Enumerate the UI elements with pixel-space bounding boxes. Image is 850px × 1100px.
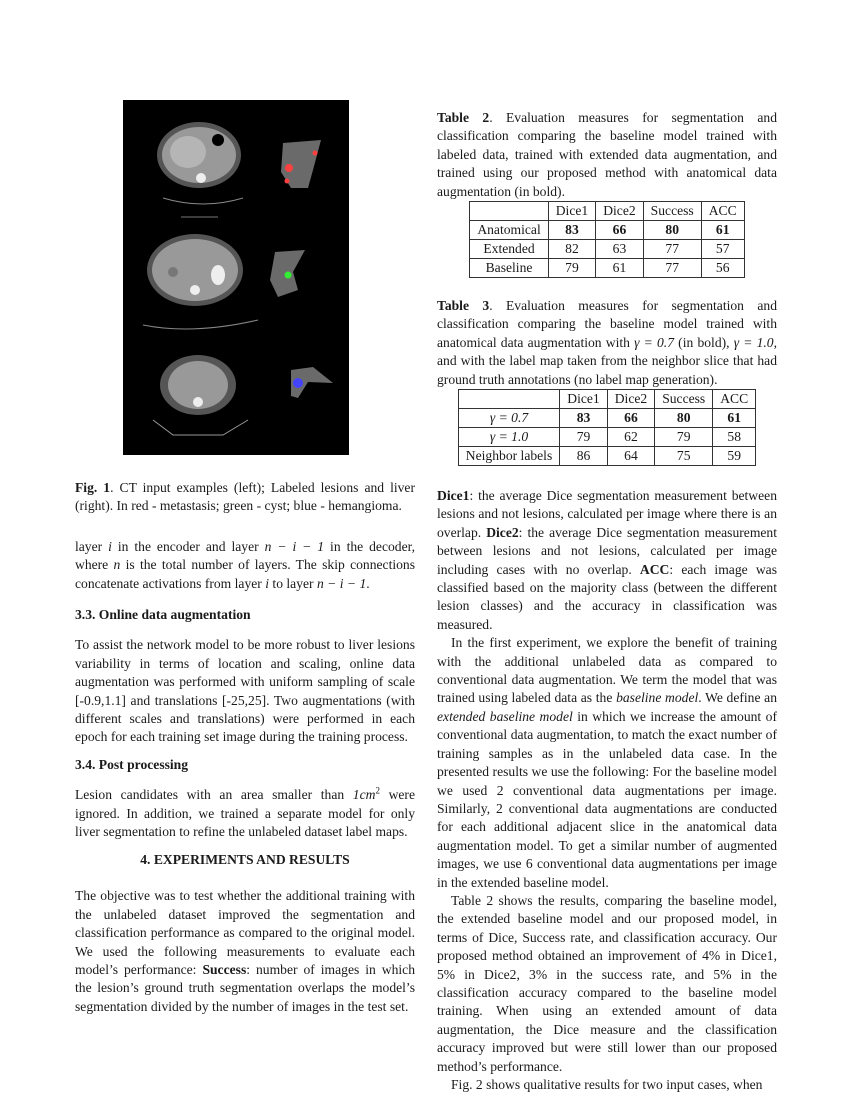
text-run: Extended [470, 240, 548, 259]
graphic-element [313, 151, 318, 156]
text-run: 56 [701, 259, 744, 278]
text-run: The objective was to test whether the additional training with the unlabeled dataset improved the segmentation and classification performance as compared to the original model. We used the following measurements to evaluate each model’s performance: [75, 888, 415, 978]
text-run: γ = 0.7 [489, 410, 529, 425]
text-run: . Evaluation measures for segmentation and classification comparing the baseline model trained with anatomical data augmentation with [437, 298, 777, 350]
table-row [458, 428, 755, 447]
text-run: ACC [701, 202, 744, 221]
text-run: Dice2 [607, 390, 654, 409]
text-run: i [265, 575, 270, 591]
section-3-3 [75, 606, 415, 747]
paragraph [75, 887, 415, 1016]
text-run: γ = 0.7 [634, 334, 674, 350]
text-run: : each image was classified based on the majority class (between the different lesion classes) and the accuracy in classification was measured. [437, 561, 777, 632]
paragraph-metrics [437, 487, 777, 634]
text-run: to layer [269, 575, 317, 591]
text-run: Success [202, 962, 247, 978]
caption-text: . CT input examples (left); Labeled lesions and liver (right). In red - metastasis; green - cyst; blue - hemangioma. [75, 480, 415, 514]
text-run: 79 [655, 428, 713, 447]
text-run: in which we increase the amount of conventional data augmentation, to match the exact number of training samples as in the unlabeled data case. In the presented results we use the following: For the baseline model we used 2 conventional data augmentations per image. Similarly, 2 conventional data augmentations are conducted for each additional adjacent slice in the anatomical data augmentation model. To get a similar number of augmented images, we use 6 conventional data augmentations per image in the extended baseline model. [437, 708, 777, 890]
text-run: baseline model [616, 690, 699, 706]
graphic-element [143, 320, 258, 329]
text-run: ACC [713, 390, 756, 409]
text-run: 1cm [352, 787, 376, 803]
text-run: 77 [643, 259, 701, 278]
table-3 [437, 389, 777, 466]
section-3-4 [75, 756, 415, 842]
ct-scans-illustration [123, 100, 349, 455]
table-cell [458, 428, 559, 447]
text-run: 86 [560, 447, 607, 466]
text-run: 61 [701, 221, 744, 240]
text-run: Anatomical [470, 221, 548, 240]
text-run [470, 202, 548, 221]
text-run: 61 [713, 409, 756, 428]
cyst-lesion [285, 272, 292, 279]
text-run: extended baseline model [437, 708, 573, 724]
text-run: Dice1 [548, 202, 595, 221]
text-run: 57 [701, 240, 744, 259]
text-run: 77 [643, 240, 701, 259]
table-row [458, 390, 755, 409]
figure-1-caption [75, 479, 415, 516]
table-row [470, 221, 744, 240]
text-run: i [108, 539, 112, 554]
text-run: Baseline [470, 259, 548, 278]
section-4 [75, 851, 415, 1016]
text-run: 5% [713, 966, 732, 982]
text-run: Lesion candidates with an area smaller than [75, 787, 353, 803]
table-cell [458, 409, 559, 428]
text-run: in Dice1, [720, 948, 777, 964]
text-run: in Dice2, [455, 966, 530, 982]
text-run: Dice1 [437, 488, 470, 503]
table-row [458, 447, 755, 466]
graphic-element [163, 198, 243, 204]
text-run: layer [75, 539, 109, 554]
text-run: Success [643, 202, 701, 221]
text-run: 4% [702, 948, 721, 964]
paragraph-results [437, 892, 777, 1076]
text-run: 59 [713, 447, 756, 466]
hemangioma-lesion [293, 378, 303, 388]
figure-1-image [123, 100, 349, 455]
text-run: 83 [560, 409, 607, 428]
text-run: . We define an [698, 690, 778, 706]
table-row [470, 202, 744, 221]
figure-label: Fig. 1 [75, 480, 111, 495]
text-run: (in bold), [674, 334, 734, 350]
text-run: 61 [596, 259, 643, 278]
text-run: 58 [713, 428, 756, 447]
text-run: Table 2 shows the results, comparing the baseline model, the extended baseline model and our proposed model, in terms of Dice, Success rate, and classification accuracy. Our proposed method obtained an improvement of [437, 892, 777, 964]
text-run: . [366, 575, 370, 591]
text-run: 82 [548, 240, 595, 259]
table-row [458, 409, 755, 428]
text-run: Dice2 [486, 524, 519, 540]
section-heading: 3.3. Online data augmentation [75, 607, 251, 622]
text-run: γ = 1.0 [733, 334, 774, 350]
paragraph [75, 786, 415, 841]
table-2-caption [437, 109, 777, 201]
text-run: 79 [560, 428, 607, 447]
text-run: 83 [548, 221, 595, 240]
text-run: 3% [529, 966, 548, 982]
table-2 [437, 201, 777, 278]
table-3-caption [437, 297, 777, 389]
text-run: Neighbor labels [458, 447, 559, 466]
text-run: : the average Dice segmentation measurement between lesions and not lesions, calculated per image where there is an overlap. [437, 488, 777, 540]
text-run: n − i − 1 [316, 575, 367, 591]
section-heading: 3.4. Post processing [75, 757, 189, 772]
text-run: , and with the label map taken from the neighbor slice that had ground truth annotations (no label map generation). [437, 334, 777, 387]
text-run: were ignored. In addition, we trained a separate model for only liver segmentation to refine the unlabeled dataset label maps. [75, 787, 415, 840]
table-row [470, 240, 744, 259]
text-run: . Evaluation measures for segmentation and classification comparing the baseline model trained with labeled data, trained with extended data augmentation, and trained using our proposed method with anatomical data augmentation (in bold). [437, 110, 777, 199]
section-heading: 4. EXPERIMENTS AND RESULTS [140, 852, 350, 867]
graphic-element [196, 173, 206, 183]
text-run: n [113, 557, 121, 573]
text-run: in the encoder and layer [111, 539, 265, 554]
graphic-element [458, 389, 756, 466]
text-run: 2 [375, 785, 380, 796]
paragraph-experiment-1 [437, 634, 777, 892]
graphic-element [193, 397, 203, 407]
text-run: is the total number of layers. The skip connections concatenate activations from layer [75, 557, 416, 591]
text-run: In the first experiment, we explore the benefit of training with the additional unlabeled data as compared to conventional data augmentation. We term the model that was trained using labeled data as the [437, 635, 777, 706]
text-run: : number of images in which the lesion’s ground truth segmentation overlaps the model’s segmentation divided by the number of images in the test set. [75, 962, 415, 1014]
table-row [470, 259, 744, 278]
graphic-element [285, 179, 290, 184]
text-run: 80 [643, 221, 701, 240]
text-run: 79 [548, 259, 595, 278]
text-run: : the average Dice segmentation measurement between lesions and not lesions, calculated per image including cases with no overlap. [437, 524, 777, 577]
text-run: in the decoder, where [75, 539, 416, 573]
text-run: 75 [655, 447, 713, 466]
text-run: in the success rate, and [547, 966, 714, 982]
graphic-element [190, 285, 200, 295]
text-run: in the classification accuracy compared to the baseline model training. When using an extended amount of data augmentation, the Dice measure and the classification accuracy improved but were still lower than our proposed method’s performance. [437, 966, 777, 1074]
graphic-element [168, 267, 178, 277]
graphic-element [170, 136, 206, 168]
paragraph: To assist the network model to be more robust to liver lesions variability in terms of location and scaling, online data augmentation was performed with uniform sampling of scale [-0.9,1.1] and translations [-25,25]. Two augmentations (with different scales and translations) were performed in each epoch for each training set image during the training process. [75, 637, 415, 745]
text-run: 62 [607, 428, 654, 447]
right-body-text [437, 487, 777, 1094]
paragraph-fig2: Fig. 2 shows qualitative results for two input cases, when [451, 1077, 763, 1092]
graphic-element [469, 201, 744, 278]
graphic-element [153, 420, 248, 435]
text-run: γ = 1.0 [489, 429, 529, 444]
text-run: Table 2 [437, 110, 490, 125]
paragraph-skip-connections [75, 538, 415, 593]
text-run: 64 [607, 447, 654, 466]
text-run: Table 3 [437, 298, 490, 313]
text-run: Dice1 [560, 390, 607, 409]
metastasis-lesion [285, 164, 293, 172]
text-run: 80 [655, 409, 713, 428]
text-run [458, 390, 559, 409]
graphic-element [211, 265, 225, 285]
text-run: Success [655, 390, 713, 409]
text-run: ACC [639, 561, 670, 577]
graphic-element [212, 134, 224, 146]
text-run: 66 [596, 221, 643, 240]
text-run: 66 [607, 409, 654, 428]
text-run: Dice2 [596, 202, 643, 221]
text-run: 63 [596, 240, 643, 259]
text-run: 5% [437, 966, 456, 982]
text-run: n − i − 1 [264, 539, 325, 554]
